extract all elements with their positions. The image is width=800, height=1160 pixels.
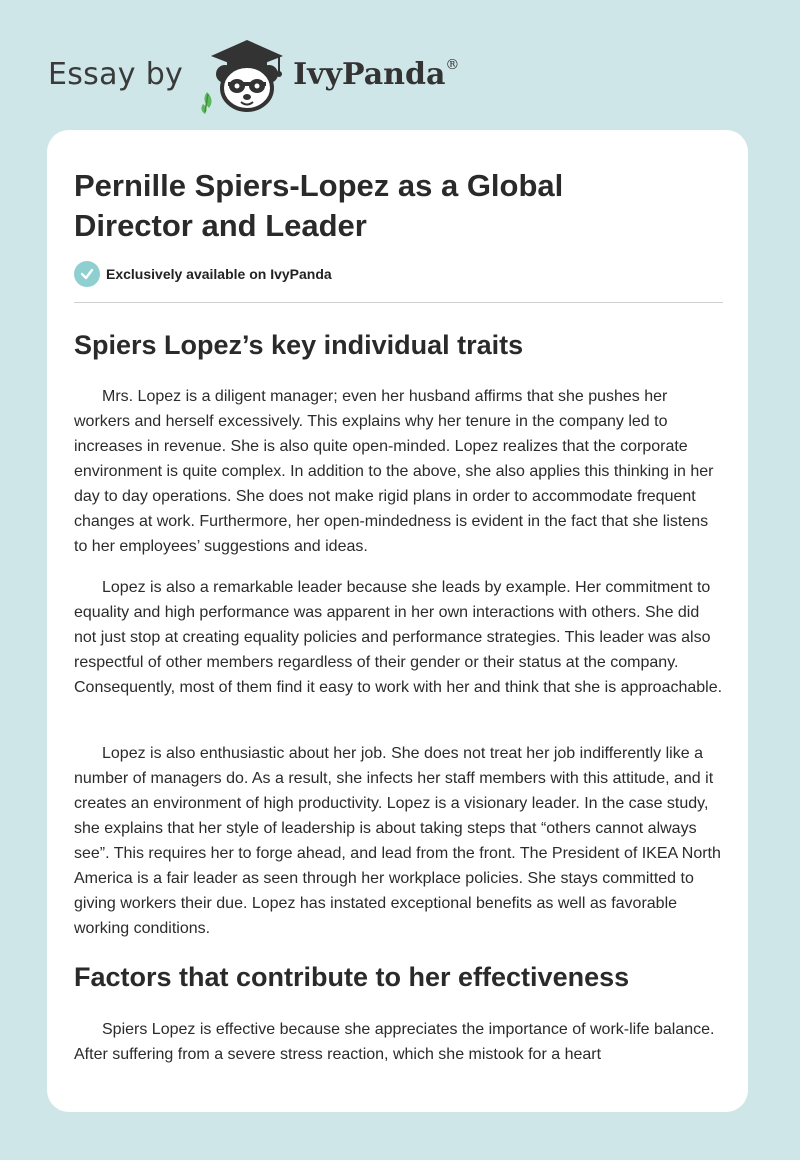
paragraph: Mrs. Lopez is a diligent manager; even her husband affirms that she pushes her workers and herself excessively. This explains why her tenure in the company led to increases in revenue. She is also quite open-minded. Lopez realizes that the corporate environment is quite complex. In addition to the above, she also applies this thinking in her day to day operations. She does not make rigid plans in order to accommodate frequent changes at work. Furthermore, her open-mindedness is evident in the fact that she listens to her employees’ suggestions and ideas. (74, 388, 714, 555)
paragraph: Lopez is also a remarkable leader because she leads by example. Her commitment to equality and high performance was apparent in her own interactions with others. She did not just stop at creating equality policies and performance strategies. This leader was also respectful of other members regardless of their gender or their status at the company. Consequently, most of them find it easy to work with her and think that she is approachable. (74, 579, 723, 696)
exclusive-badge (74, 261, 332, 287)
ivypanda-logo[interactable] (197, 34, 459, 114)
trademark-symbol: ® (445, 56, 460, 73)
paragraph: Spiers Lopez is effective because she appreciates the importance of work-life balance. After suffering from a severe stress reaction, which she mistook for a heart (74, 1021, 715, 1063)
essay-card (47, 130, 748, 1112)
page-title: Pernille Spiers-Lopez as a Global Director and Leader (74, 168, 564, 243)
essay-by-label: Essay by (48, 56, 184, 92)
brand-name (293, 57, 459, 92)
exclusive-badge-label: Exclusively available on IvyPanda (106, 266, 332, 282)
title-divider (74, 302, 723, 303)
brand-text: IvyPanda (293, 56, 446, 92)
paragraph: Lopez is also enthusiastic about her job. She does not treat her job indifferently like a number of managers do. As a result, she infects her staff members with this attitude, and it creates an environment of high productivity. Lopez is a visionary leader. In the case study, she explains that her style of leadership is about taking steps that “others cannot always see”. This requires her to forge ahead, and lead from the front. The President of IKEA North America is a fair leader as seen through her workplace policies. She stays committed to giving workers their due. Lopez has instated exceptional benefits as well as favorable working conditions. (74, 745, 721, 937)
panda-mascot-icon (197, 34, 289, 114)
section-heading-traits: Spiers Lopez’s key individual traits (74, 330, 524, 360)
site-header (48, 34, 508, 114)
section-heading-effectiveness: Factors that contribute to her effectiveness (74, 962, 630, 992)
checkmark-icon (74, 261, 100, 287)
